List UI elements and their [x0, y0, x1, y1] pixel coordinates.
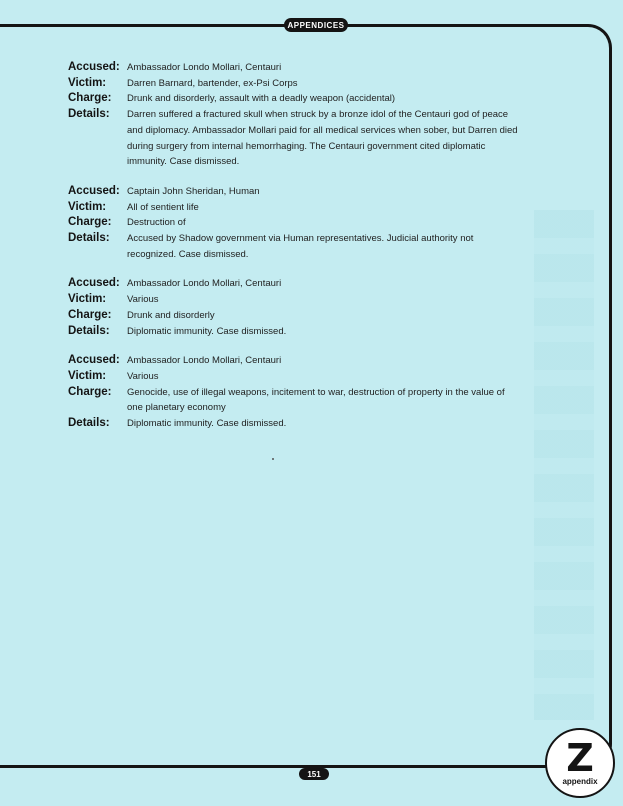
- field-row: [68, 308, 518, 324]
- field-value: Darren suffered a fractured skull when struck by a bronze idol of the Centauri god of peace and diplomacy. Ambassador Mollari paid for all medical services when sober, but Darren died during surgery from internal hemorrhaging. The Centauri government cited diplomatic immunity. Case dismissed.: [127, 109, 518, 168]
- field-row: [68, 60, 518, 76]
- field-label: Details:: [68, 108, 110, 121]
- field-label: Charge:: [68, 385, 112, 398]
- field-value: Accused by Shadow government via Human representatives. Judicial authority not recognized. Case dismissed.: [127, 233, 474, 260]
- field-row: [68, 76, 518, 92]
- field-label: Victim:: [68, 76, 107, 89]
- field-row: [68, 324, 518, 340]
- field-label: Accused:: [68, 354, 120, 367]
- field-value: All of sentient life: [127, 201, 199, 213]
- field-row: [68, 353, 518, 369]
- field-value: Ambassador Londo Mollari, Centauri: [127, 278, 282, 290]
- field-value: Drunk and disorderly, assault with a deadly weapon (accidental): [127, 93, 396, 105]
- stray-dot: [272, 458, 274, 460]
- field-value: Diplomatic immunity. Case dismissed.: [127, 325, 287, 337]
- field-label: Details:: [68, 417, 110, 430]
- field-row: [68, 416, 518, 432]
- field-label: Details:: [68, 324, 110, 337]
- field-value: Destruction of: [127, 217, 186, 229]
- field-value: Genocide, use of illegal weapons, incitement to war, destruction of property in the value of one planetary economy: [127, 386, 505, 414]
- field-row: [68, 231, 518, 262]
- appendix-label: appendix: [562, 777, 598, 786]
- field-row: [68, 184, 518, 200]
- case-entry: [68, 60, 518, 170]
- field-row: [68, 369, 518, 385]
- appendix-letter: Z: [566, 736, 594, 780]
- field-row: [68, 385, 518, 416]
- field-label: Victim:: [68, 200, 107, 213]
- field-value: Darren Barnard, bartender, ex-Psi Corps: [127, 77, 298, 89]
- case-entry: [68, 184, 518, 263]
- field-label: Victim:: [68, 293, 107, 306]
- field-label: Accused:: [68, 184, 120, 197]
- field-value: Ambassador Londo Mollari, Centauri: [127, 355, 282, 367]
- field-value: Ambassador Londo Mollari, Centauri: [127, 62, 282, 73]
- field-value: Various: [127, 370, 159, 382]
- field-row: [68, 292, 518, 308]
- case-entry: [68, 353, 518, 432]
- field-row: [68, 215, 518, 231]
- field-label: Charge:: [68, 216, 112, 229]
- field-row: [68, 276, 518, 292]
- field-label: Charge:: [68, 92, 112, 105]
- section-banner: APPENDICES: [284, 18, 348, 32]
- field-label: Accused:: [68, 277, 120, 290]
- field-label: Victim:: [68, 369, 107, 382]
- appendix-badge: [545, 728, 615, 798]
- field-value: Diplomatic immunity. Case dismissed.: [127, 418, 287, 430]
- field-label: Accused:: [68, 61, 120, 73]
- field-value: Various: [127, 294, 159, 306]
- field-label: Charge:: [68, 308, 112, 321]
- field-label: Details:: [68, 232, 110, 245]
- field-value: Drunk and disorderly: [127, 309, 215, 321]
- field-row: [68, 107, 518, 170]
- case-entry: [68, 276, 518, 339]
- case-list: [68, 60, 518, 446]
- field-row: [68, 91, 518, 107]
- side-watermark: [534, 210, 594, 720]
- field-value: Captain John Sheridan, Human: [127, 185, 260, 197]
- field-row: [68, 200, 518, 216]
- page-number: 151: [299, 768, 329, 780]
